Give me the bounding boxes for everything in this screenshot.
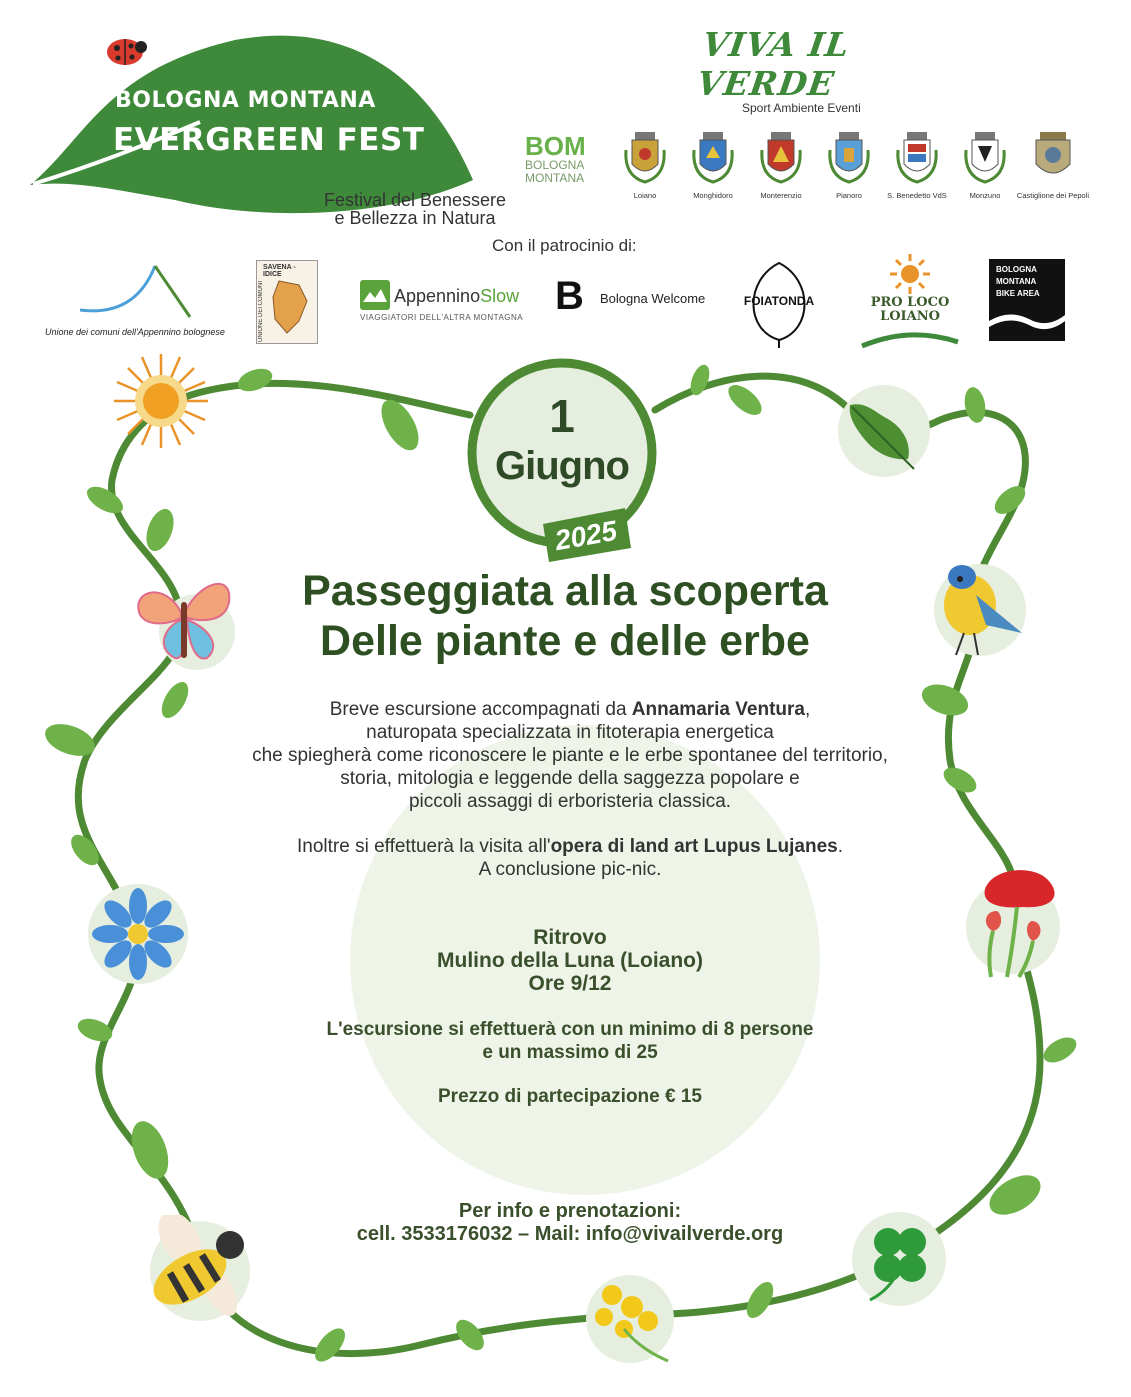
date-month: Giugno: [495, 444, 629, 488]
crest-monzuno: Monzuno: [945, 130, 1025, 200]
bom-logo: BOM BOLOGNA MONTANA: [525, 131, 586, 185]
municipalities-row: [605, 130, 1105, 215]
flower-icon: [86, 882, 191, 987]
guide-name: Annamaria Ventura: [631, 699, 805, 720]
meeting-info: [330, 926, 810, 995]
sponsor-unione: Unione dei comuni dell'Appennino bolognese: [45, 262, 225, 340]
coat-of-arms-icon: [1030, 130, 1076, 186]
b-logo-icon: B: [555, 274, 584, 318]
tagline: Festival del Benessere e Bellezza in Natura: [323, 190, 507, 228]
bee-icon: [140, 1215, 255, 1325]
event-name-line2: EVERGREEN FEST: [113, 122, 425, 158]
contact-details[interactable]: cell. 3533176032 – Mail: info@vivailverde.org: [356, 1223, 784, 1245]
sponsor-pro-loco-loiano: PRO LOCO LOIANO: [860, 252, 960, 350]
meeting-time: Ore 9/12: [528, 972, 612, 995]
crest-pianoro: Pianoro: [809, 130, 889, 200]
sponsor-savena-idice: SAVENA - IDICE UNIONE DEI COMUNI: [256, 260, 318, 344]
mountain-wave-icon: [989, 307, 1065, 341]
brand-logo-text: VIVA IL VERDE: [694, 25, 853, 103]
coat-of-arms-icon: [962, 130, 1008, 186]
coat-of-arms-icon: [690, 130, 736, 186]
brand-sub: Sport Ambiente Eventi: [742, 101, 861, 115]
map-icon: [269, 277, 311, 337]
crest-monghidoro: Monghidoro: [673, 130, 753, 200]
event-name-line1: BOLOGNA MONTANA: [115, 88, 376, 113]
sponsor-appennino-slow: AppenninoSlow VIAGGIATORI DELL'ALTRA MONTAGNA: [360, 280, 530, 330]
description-line1: Breve escursione accompagnati da Annamaria Ventura,: [329, 699, 811, 720]
coat-of-arms-icon: [622, 130, 668, 186]
coat-of-arms-icon: [894, 130, 940, 186]
sun-logo-icon: [885, 252, 935, 296]
meeting-label: Ritrovo: [533, 926, 607, 949]
meeting-place: Mulino della Luna (Loiano): [437, 949, 703, 972]
patronage-label: Con il patrocinio di:: [492, 236, 637, 255]
date-badge: [465, 356, 659, 557]
contact-info: [270, 1200, 870, 1246]
contact-label: Per info e prenotazioni:: [458, 1200, 682, 1222]
yellow-flower-icon: [580, 1273, 680, 1365]
viva-il-verde-logo: [694, 25, 910, 115]
mountain-logo-icon: [45, 262, 225, 322]
sun-icon: [112, 352, 210, 450]
oak-leaf-icon: [836, 383, 932, 479]
crest-castiglione: Castiglione dei Pepoli: [1013, 130, 1093, 200]
crest-loiano: Loiano: [605, 130, 685, 200]
crest-san-benedetto: S. Benedetto VdS: [877, 130, 957, 200]
price: Prezzo di partecipazione € 15: [438, 1086, 702, 1107]
date-year: 2025: [552, 514, 620, 557]
description-landart: Inoltre si effettuerà la visita all'opera di land art Lupus Lujanes.: [296, 836, 843, 857]
sponsor-bologna-welcome: B Bologna Welcome: [555, 274, 706, 318]
sponsor-foiatonda: FOIATONDA: [743, 260, 815, 348]
date-day: 1: [549, 390, 575, 442]
coat-of-arms-icon: [758, 130, 804, 186]
title-line2: Delle piante e delle erbe: [320, 617, 810, 665]
capacity-info: L'escursione si effettuerà con un minimo di 8 persone e un massimo di 25: [326, 1019, 814, 1063]
description: Breve escursione accompagnati da Annamaria Ventura, naturopata specializzata in fitoterapia energetica che spiegherà come riconoscere le piante e le erbe spontanee del territorio, storia, mitologia e leggende della saggezza popolare e piccoli assaggi di erboristeria classica. Inoltre si effettuerà la visita all'opera di land art Lupus Lujanes. A conclusione pic-nic.: [180, 698, 960, 881]
event-title: [150, 566, 980, 666]
ladybug-icon: [103, 32, 149, 68]
appennino-slow-icon: [360, 280, 390, 310]
poppy-icon: [963, 865, 1068, 980]
title-line1: Passeggiata alla scoperta: [302, 567, 828, 615]
crest-monterenzio: Monterenzio: [741, 130, 821, 200]
sponsor-bike-area: BOLOGNA MONTANA BIKE AREA: [989, 259, 1065, 341]
coat-of-arms-icon: [826, 130, 872, 186]
